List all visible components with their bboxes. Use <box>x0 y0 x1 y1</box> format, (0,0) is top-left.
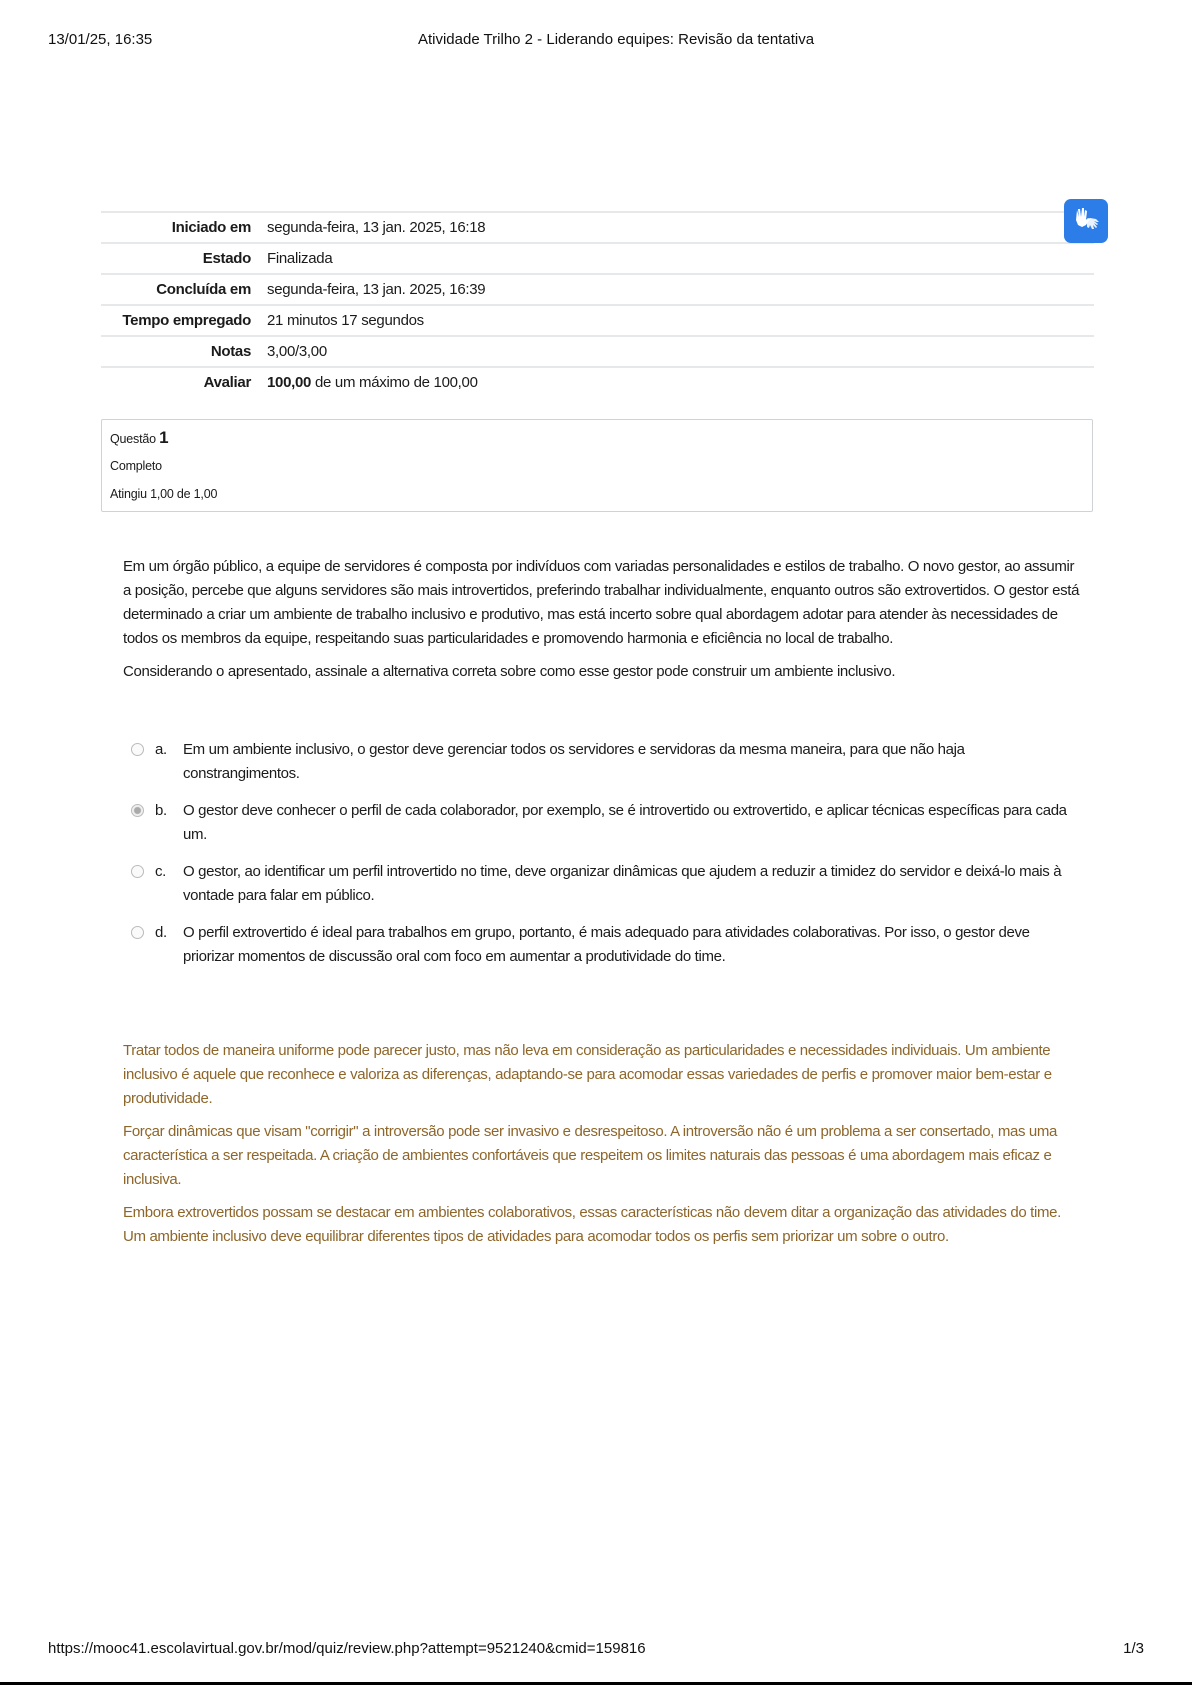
feedback-paragraph: Forçar dinâmicas que visam "corrigir" a introversão pode ser invasivo e desrespeitoso. A introversão não é um problema a ser consertado, mas uma característica a ser respeitada. A criação de ambientes confortáveis que respeitem os limites naturais das pessoas é uma abordagem mais eficaz e inclusiva. <box>123 1123 1058 1188</box>
summary-label: Avaliar <box>101 367 259 397</box>
answer-option-b[interactable] <box>131 799 1076 847</box>
summary-row <box>101 367 1094 397</box>
question-label: Questão <box>110 432 156 446</box>
summary-label: Notas <box>101 336 259 367</box>
option-letter: a. <box>155 741 167 758</box>
summary-row <box>101 274 1094 305</box>
option-text: O gestor, ao identificar um perfil introvertido no time, deve organizar dinâmicas que ajudem a reduzir a timidez do servidor e deixá-lo mais à vontade para falar em público. <box>183 863 1062 904</box>
summary-label: Estado <box>101 243 259 274</box>
option-text: O gestor deve conhecer o perfil de cada colaborador, por exemplo, se é introvertido ou extrovertido, e aplicar técnicas específicas para cada um. <box>183 802 1067 843</box>
accessibility-sign-language-button[interactable] <box>1064 199 1108 243</box>
question-status: Completo <box>110 459 162 473</box>
grade-value: 100,00 <box>267 374 312 391</box>
option-letter: c. <box>155 863 166 880</box>
summary-label: Concluída em <box>101 274 259 305</box>
question-paragraph: Em um órgão público, a equipe de servidores é composta por indivíduos com variadas personalidades e estilos de trabalho. O novo gestor, ao assumir a posição, percebe que alguns servidores são mais introvertidos, preferindo trabalhar individualmente, enquanto outros são extrovertidos. O gestor está determinado a criar um ambiente de trabalho inclusivo e produtivo, mas está incerto sobre qual abordagem adotar para atender às necessidades de todos os membros da equipe, respeitando suas particularidades e promovendo harmonia e eficiência no local de trabalho. <box>123 558 1080 647</box>
radio-button[interactable] <box>131 743 144 756</box>
summary-value <box>259 367 1094 397</box>
summary-row <box>101 336 1094 367</box>
answer-option-a[interactable] <box>131 738 1076 786</box>
summary-value: 21 minutos 17 segundos <box>259 305 1094 336</box>
option-text: O perfil extrovertido é ideal para trabalhos em grupo, portanto, é mais adequado para atividades colaborativas. Por isso, o gestor deve priorizar momentos de discussão oral com foco em aumentar a produtividade do time. <box>183 924 1030 965</box>
sign-language-hands-icon <box>1071 206 1101 236</box>
summary-value: segunda-feira, 13 jan. 2025, 16:39 <box>259 274 1094 305</box>
radio-button[interactable] <box>131 926 144 939</box>
question-text <box>123 555 1083 693</box>
page-number: 1/3 <box>1123 1640 1144 1657</box>
summary-value: segunda-feira, 13 jan. 2025, 16:18 <box>259 212 1094 243</box>
summary-row <box>101 243 1094 274</box>
question-number: 1 <box>159 428 169 447</box>
summary-label: Tempo empregado <box>101 305 259 336</box>
feedback-paragraph: Embora extrovertidos possam se destacar em ambientes colaborativos, essas características não devem ditar a organização das atividades do time. Um ambiente inclusivo deve equilibrar diferentes tipos de atividades para acomodar todos os perfis sem priorizar um sobre o outro. <box>123 1204 1061 1245</box>
summary-value: Finalizada <box>259 243 1094 274</box>
answer-option-c[interactable] <box>131 860 1076 908</box>
question-info-box <box>101 419 1093 512</box>
summary-value: 3,00/3,00 <box>259 336 1094 367</box>
summary-row <box>101 305 1094 336</box>
answer-option-d[interactable] <box>131 921 1076 969</box>
option-letter: d. <box>155 924 167 941</box>
summary-row <box>101 212 1094 243</box>
answer-options <box>131 738 1076 982</box>
page-url: https://mooc41.escolavirtual.gov.br/mod/quiz/review.php?attempt=9521240&cmid=159816 <box>48 1640 646 1657</box>
radio-button-selected[interactable] <box>131 804 144 817</box>
attempt-summary-table <box>101 211 1094 397</box>
radio-button[interactable] <box>131 865 144 878</box>
feedback <box>123 1039 1083 1258</box>
print-datetime: 13/01/25, 16:35 <box>48 31 153 48</box>
option-letter: b. <box>155 802 167 819</box>
page-title: Atividade Trilho 2 - Liderando equipes: Revisão da tentativa <box>417 31 815 48</box>
option-text: Em um ambiente inclusivo, o gestor deve gerenciar todos os servidores e servidoras da mesma maneira, para que não haja constrangimentos. <box>183 741 965 782</box>
grade-suffix: de um máximo de 100,00 <box>311 374 478 391</box>
summary-label: Iniciado em <box>101 212 259 243</box>
question-score: Atingiu 1,00 de 1,00 <box>110 487 218 501</box>
question-prompt: Considerando o apresentado, assinale a alternativa correta sobre como esse gestor pode construir um ambiente inclusivo. <box>123 663 896 680</box>
feedback-paragraph: Tratar todos de maneira uniforme pode parecer justo, mas não leva em consideração as particularidades e necessidades individuais. Um ambiente inclusivo é aquele que reconhece e valoriza as diferenças, adaptando-se para acomodar essas variedades de perfis e promover maior bem-estar e produtividade. <box>123 1042 1052 1107</box>
